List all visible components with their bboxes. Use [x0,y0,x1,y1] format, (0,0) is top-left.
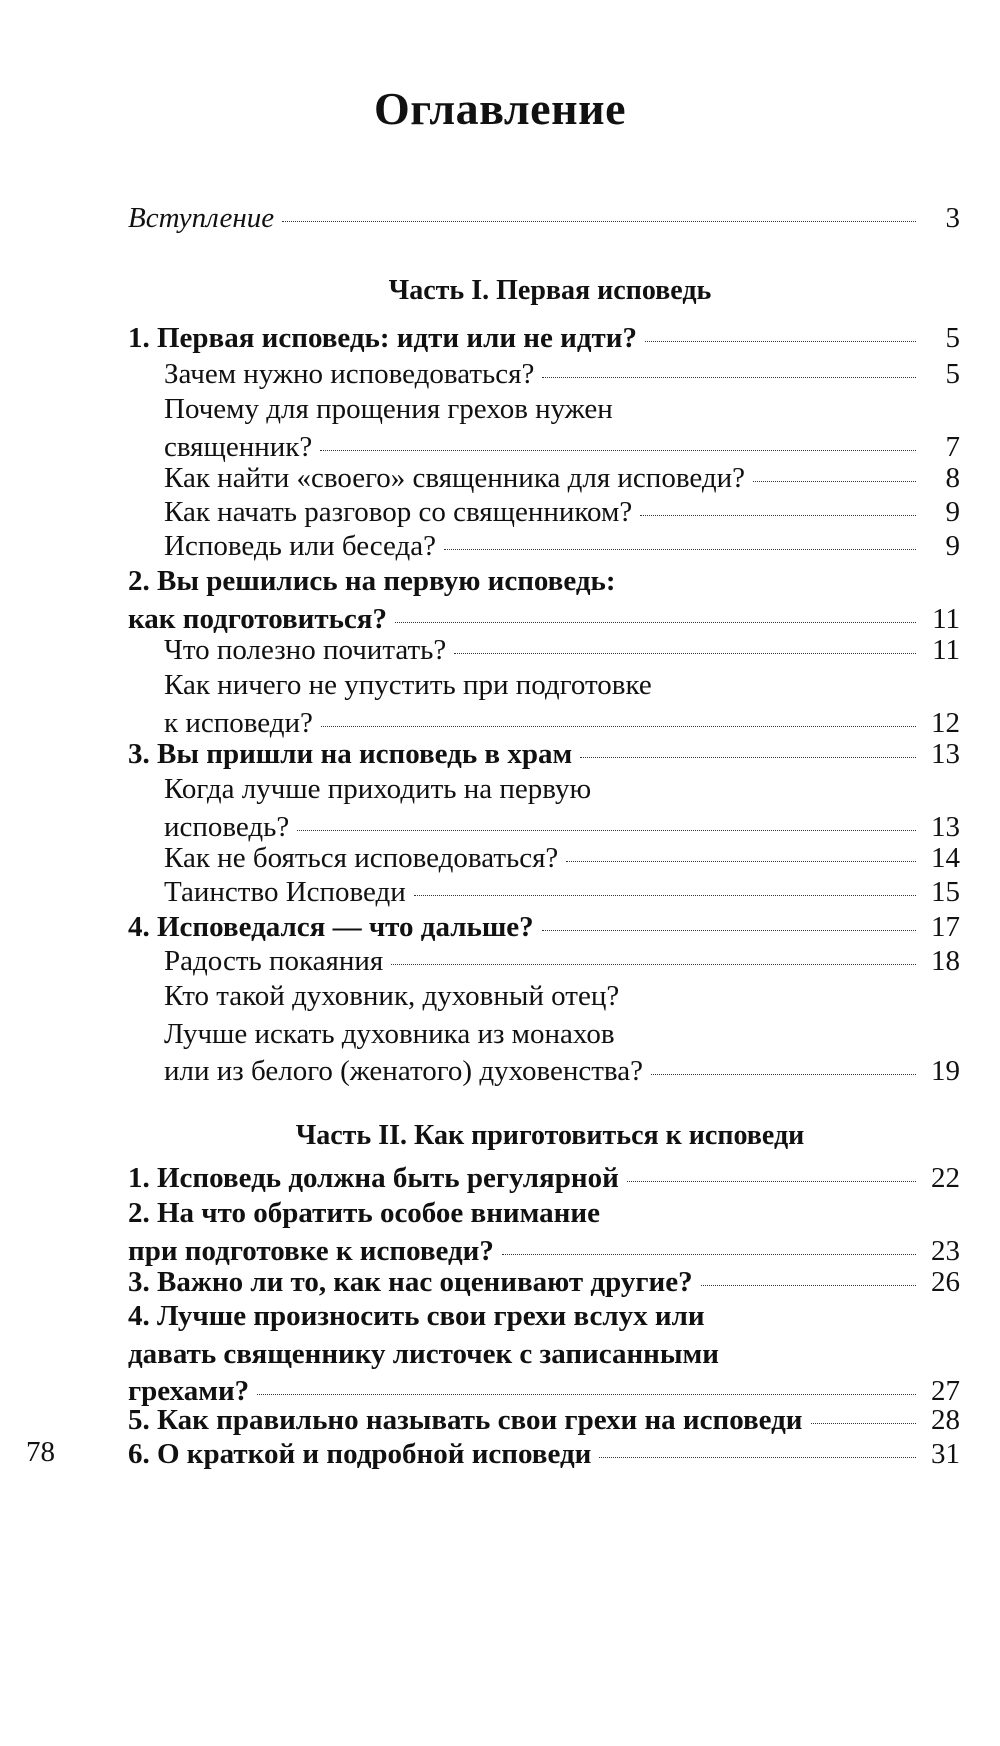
toc-entry-text: к исповеди? [164,706,313,739]
page-number: 5 [945,322,960,354]
toc-entry-text: 3. Важно ли то, как нас оценивают другие? [128,1266,693,1298]
dot-leader [542,930,916,931]
dot-leader [391,964,916,965]
toc-entry-text: Что полезно почитать? [164,634,447,666]
page-number: 11 [932,634,960,666]
toc-entry-text: Исповедь или беседа? [164,530,437,562]
toc-entry-text: Радость покаяния [164,945,384,977]
toc-chapter-2-6[interactable] [128,1436,960,1474]
toc-entry-text: 6. О краткой и подробной исповеди [128,1438,592,1470]
toc-section-1-3-3[interactable] [164,874,960,912]
page-number: 19 [931,1055,960,1087]
page-number: 28 [931,1404,960,1436]
dot-leader [651,1074,916,1075]
toc-entry-text: 1. Первая исповедь: идти или не идти? [128,322,637,354]
part-heading-1: Часть I. Первая исповедь [388,275,712,306]
toc-section-1-2-2[interactable] [164,667,960,742]
page-number: 15 [931,876,960,908]
toc-entry-text-line: 2. Вы решились на первую исповедь: [128,565,616,597]
page-number: 8 [945,462,960,494]
dot-leader [701,1285,916,1286]
toc-entry-text: Вступление [128,202,275,234]
page-number: 3 [945,202,960,234]
page-number: 17 [931,911,960,943]
toc-entry-text: исповедь? [164,810,290,843]
toc-chapter-2-1[interactable] [128,1160,960,1198]
toc-entry-text: 5. Как правильно называть свои грехи на исповеди [128,1404,803,1436]
page-number: 13 [931,738,960,770]
page-number: 22 [931,1162,960,1194]
toc-section-1-1-3[interactable] [164,460,960,498]
toc-chapter-2-2[interactable] [128,1195,960,1270]
toc-chapter-2-3[interactable] [128,1264,960,1302]
toc-entry-text-line: Лучше искать духовника из монахов [164,1017,615,1050]
dot-leader [257,1394,916,1395]
toc-entry-text: грехами? [128,1375,250,1407]
folio-page-number: 78 [26,1436,55,1468]
dot-leader [627,1181,916,1182]
toc-entry-text-line: Когда лучше приходить на первую [164,773,592,805]
toc-chapter-1-1[interactable] [128,320,960,358]
toc-section-1-4-1[interactable] [164,943,960,981]
page-number: 23 [931,1234,960,1267]
toc-entry-text: Зачем нужно исповедоваться? [164,358,535,390]
dot-leader [753,481,916,482]
toc-entry-text: как подготовиться? [128,602,387,635]
toc-entry-text: или из белого (женатого) духовенства? [164,1055,643,1087]
page-number: 26 [931,1266,960,1298]
toc-chapter-2-5[interactable] [128,1402,960,1440]
toc-chapter-1-4[interactable] [128,909,960,947]
toc-chapter-1-2[interactable] [128,563,960,638]
page-number: 7 [945,430,960,463]
toc-chapter-1-3[interactable] [128,736,960,774]
toc-entry-text: Таинство Исповеди [164,876,406,908]
toc-entry-text: при подготовке к исповеди? [128,1234,494,1267]
dot-leader [566,861,916,862]
part-heading-2: Часть II. Как приготовиться к исповеди [295,1120,805,1151]
toc-entry-text: 4. Исповедался — что дальше? [128,911,534,943]
page-number: 9 [945,530,960,562]
dot-leader [297,830,916,831]
toc-section-1-1-5[interactable] [164,528,960,566]
page-number: 27 [931,1375,960,1407]
toc-entry-text-line: Почему для прощения грехов нужен [164,393,613,425]
dot-leader [580,757,916,758]
page-number: 12 [931,706,960,739]
dot-leader [640,515,916,516]
toc-entry-intro[interactable] [128,200,960,238]
toc-entry-text-line: давать священнику листочек с записанными [128,1337,719,1370]
dot-leader [395,622,916,623]
page-number: 13 [931,810,960,843]
toc-entry-text: Как начать разговор со священником? [164,496,633,528]
dot-leader [321,726,916,727]
page-title: Оглавление [373,83,627,134]
page-number: 9 [945,496,960,528]
toc-entry-text: Как найти «своего» священника для исповеди? [164,462,745,494]
toc-section-1-1-1[interactable] [164,356,960,394]
page-number: 18 [931,945,960,977]
dot-leader [542,377,916,378]
toc-entry-text-line: Как ничего не упустить при подготовке [164,669,652,701]
toc-section-1-1-4[interactable] [164,494,960,532]
toc-entry-text: 1. Исповедь должна быть регулярной [128,1162,619,1194]
toc-section-1-4-2[interactable] [164,978,960,1091]
dot-leader [811,1423,916,1424]
dot-leader [444,549,916,550]
page-number: 31 [931,1438,960,1470]
page-number: 14 [931,842,960,874]
dot-leader [320,450,916,451]
toc-chapter-2-4[interactable] [128,1298,960,1411]
dot-leader [599,1457,916,1458]
dot-leader [282,221,916,222]
toc-entry-text-line: 4. Лучше произносить свои грехи вслух или [128,1300,705,1332]
dot-leader [502,1254,916,1255]
toc-entry-text: священник? [164,430,313,463]
toc-entry-text-line: Кто такой духовник, духовный отец? [164,980,620,1012]
toc-entry-text: Как не бояться исповедоваться? [164,842,559,874]
toc-section-1-2-1[interactable] [164,632,960,670]
page-number: 5 [945,358,960,390]
dot-leader [645,341,916,342]
toc-entry-text: 3. Вы пришли на исповедь в храм [128,738,573,770]
toc-entry-text-line: 2. На что обратить особое внимание [128,1197,600,1229]
page-number: 11 [932,602,960,635]
toc-section-1-3-1[interactable] [164,771,960,846]
toc-section-1-1-2[interactable] [164,391,960,466]
toc-section-1-3-2[interactable] [164,840,960,878]
dot-leader [454,653,916,654]
dot-leader [414,895,916,896]
